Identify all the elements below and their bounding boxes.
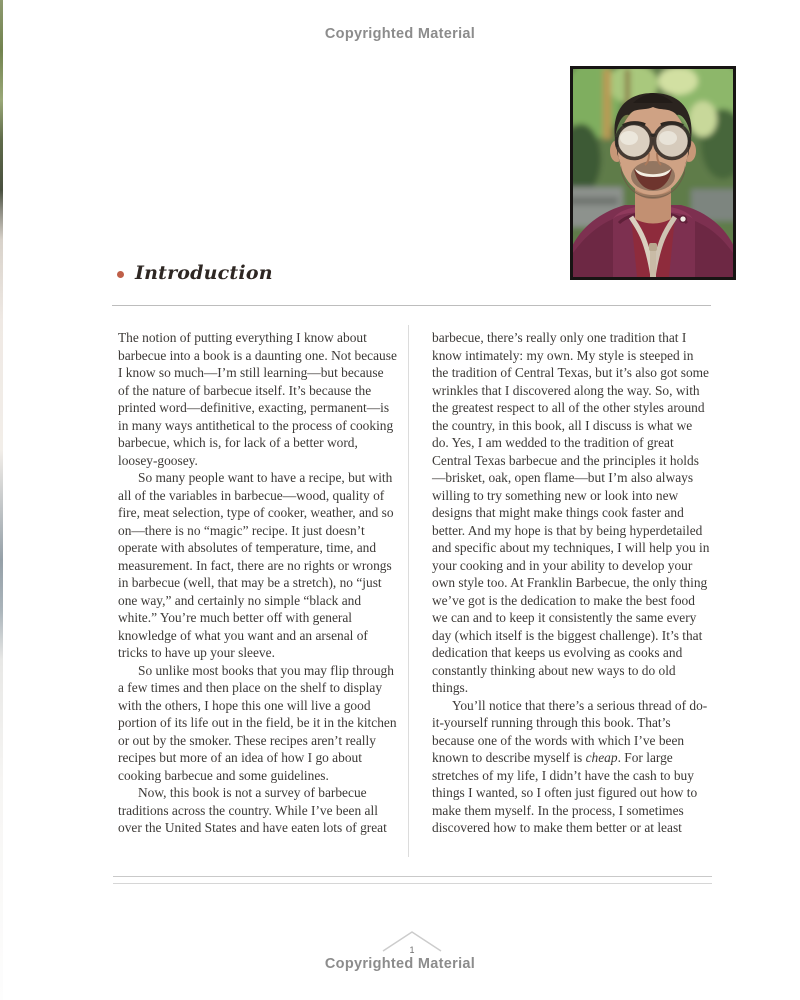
page-number: 1 xyxy=(409,945,415,955)
text-column-right xyxy=(432,329,711,837)
text-column-left xyxy=(118,329,397,837)
copyright-banner-top: Copyrighted Material xyxy=(324,26,476,42)
paragraph-text: You’ll notice that there’s a serious thread of do-it-yourself running through this book. That’s because one of the words with which I’ve been known to describe myself is xyxy=(432,697,708,765)
chapter-heading xyxy=(117,262,273,284)
paragraph: The notion of putting everything I know about barbecue into a book is a daunting one. Not because I know so much—I’m still learning—but because of the nature of barbecue itself. It’s because the printed word—definitive, exacting, permanent—is in many ways antithetical to the process of cooking barbecue, which is, for lack of a better word, loosey-goosey. xyxy=(118,330,397,468)
footer-rule-lower xyxy=(113,883,712,884)
paragraph xyxy=(432,697,711,837)
paragraph-text: . For large stretches of my life, I didn’t have the cash to buy things I wanted, so I often just figured out how to make them myself. In the process, I sometimes discovered how to make them better or at least xyxy=(432,750,698,835)
paragraph: So many people want to have a recipe, but with all of the variables in barbecue—wood, quality of fire, meat selection, type of cooker, weather, and so on—there is no “magic” recipe. It just doesn’t operate with absolutes of temperature, time, and measurement. In fact, there are no rights or wrongs in barbecue (well, that may be a stretch), no “just one way,” and certainly no simple “black and white.” You’re much better off with general knowledge of what you want and an arsenal of tricks to have up your sleeve. xyxy=(118,470,394,660)
copyright-banner-bottom: Copyrighted Material xyxy=(324,956,476,972)
scan-edge-stripe xyxy=(0,0,3,1000)
chapter-title: Introduction xyxy=(135,262,273,284)
author-portrait-illustration xyxy=(573,69,733,277)
column-divider-rule xyxy=(408,325,409,857)
paragraph: barbecue, there’s really only one tradition that I know intimately: my own. My style is steeped in the tradition of Central Texas, but it’s also got some wrinkles that I discovered along the way. So, with the greatest respect to all of the other styles around the country, in this book, all I discuss is what we do. Yes, I am wedded to the tradition of great Central Texas barbecue and the principles it holds—brisket, oak, open flame—but I’m also always willing to try something new or look into new designs that might make things cook faster and better. And my hope is that by being hyperdetailed and specific about my techniques, I will help you in your cooking and in your ability to develop your own style too. At Franklin Barbecue, the only thing we’ve got is the dedication to make the best food we can and to keep it consistently the same every day (which itself is the biggest challenge). It’s that dedication that keeps us evolving as cooks and constantly thinking about new ways to do old things. xyxy=(432,330,710,695)
emphasized-word: cheap xyxy=(585,750,618,765)
heading-divider-rule xyxy=(112,305,711,306)
paragraph: So unlike most books that you may flip through a few times and then place on the shelf to display with the others, I hope this one will live a good portion of its life out in the field, be it in the kitchen or out by the smoker. These recipes aren’t really recipes but more of an idea of how I go about cooking barbecue and some guidelines. xyxy=(118,662,397,783)
heading-bullet-icon xyxy=(117,271,124,278)
footer-rule-upper xyxy=(113,876,712,877)
author-portrait-photo xyxy=(570,66,736,280)
paragraph: Now, this book is not a survey of barbecue traditions across the country. While I’ve been all over the United States and have eaten lots of great xyxy=(118,785,387,835)
